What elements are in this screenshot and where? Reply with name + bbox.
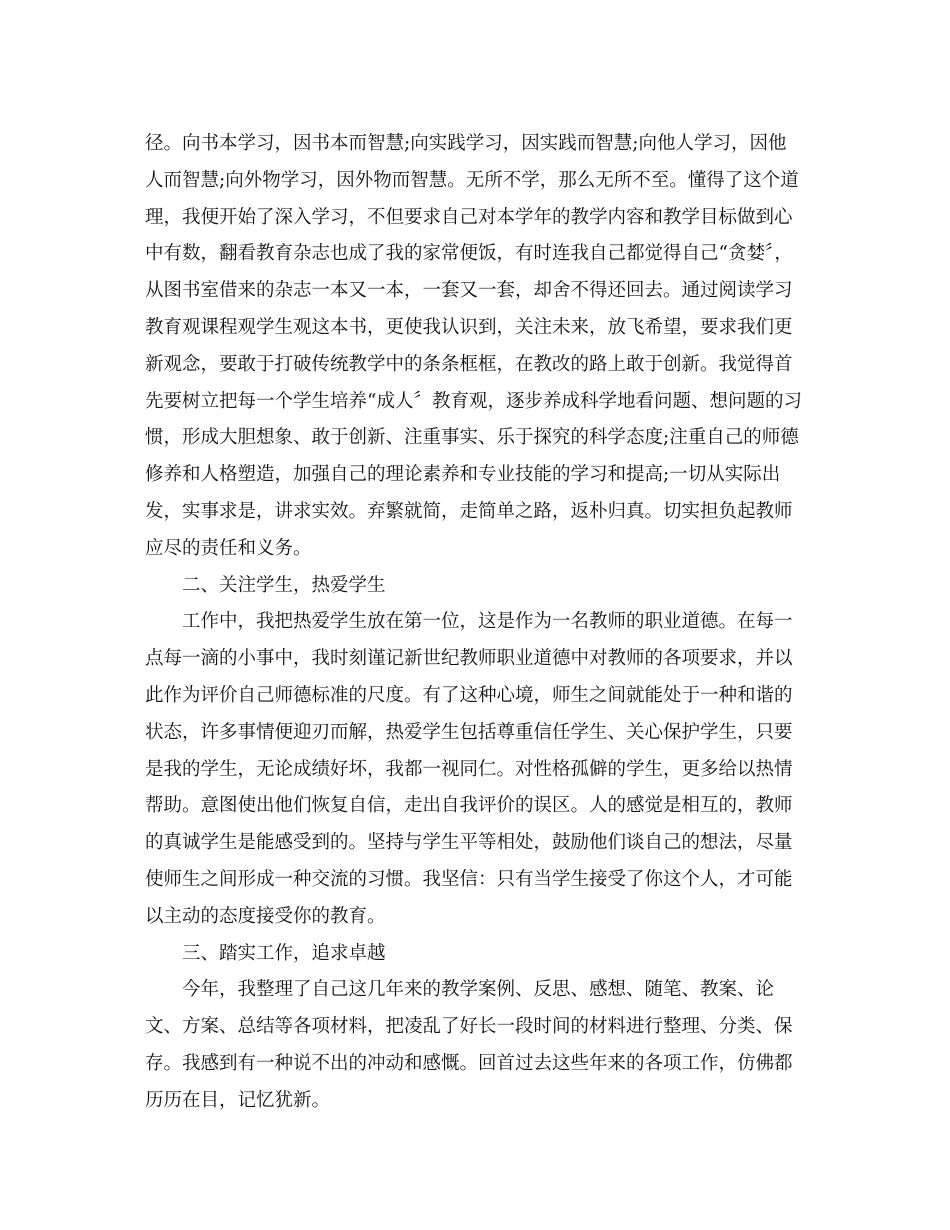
text-line: 发，实事求是，讲求实效。弃繁就简，走简单之路，返朴归真。切实担负起教师 [145,500,793,522]
text-line: 教育观课程观学生观这本书，更使我认识到，关注未来，放飞希望，要求我们更 [145,316,793,338]
text-line: 中有数，翻看教育杂志也成了我的家常便饭，有时连我自己都觉得自己“贪婪〞， [145,243,793,265]
text-line: 径。向书本学习，因书本而智慧;向实践学习，因实践而智慧;向他人学习，因他 [145,133,787,154]
text-line: 人而智慧;向外物学习，因外物而智慧。无所不学，那么无所不至。懂得了这个道 [145,169,799,191]
text-line: 使师生之间形成一种交流的习惯。我坚信：只有当学生接受了你这个人，才可能 [145,868,793,890]
text-line: 三、踏实工作，追求卓越 [182,942,386,964]
text-line: 历历在目，记忆犹新。 [145,1089,331,1111]
text-line: 状态，许多事情便迎刃而解，热爱学生包括尊重信任学生、关心保护学生，只要 [145,721,793,743]
text-line: 帮助。意图使出他们恢复自信，走出自我评价的误区。人的感觉是相互的，教师 [145,795,793,817]
text-line: 工作中，我把热爱学生放在第一位，这是作为一名教师的职业道德。在每一 [182,611,793,633]
text-line: 先要树立把每一个学生培养“成人〞教育观，逐步养成科学地看问题、想问题的习 [145,390,802,412]
text-line: 惯，形成大胆想象、敢于创新、注重事实、乐于探究的科学态度;注重自己的师德 [145,427,799,449]
text-line: 今年，我整理了自己这几年来的教学案例、反思、感想、随笔、教案、论 [182,979,775,1001]
text-line: 点每一滴的小事中，我时刻谨记新世纪教师职业道德中对教师的各项要求，并以 [145,648,793,670]
text-line: 此作为评价自己师德标准的尺度。有了这种心境，师生之间就能处于一种和谐的 [145,684,793,706]
text-line: 从图书室借来的杂志一本又一本，一套又一套，却舍不得还回去。通过阅读学习 [145,280,793,302]
text-line: 存。我感到有一种说不出的冲动和感慨。回首过去这些年来的各项工作，仿佛都 [145,1052,793,1074]
text-line: 文、方案、总结等各项材料，把凌乱了好长一段时间的材料进行整理、分类、保 [145,1016,793,1038]
text-line: 是我的学生，无论成绩好坏，我都一视同仁。对性格孤僻的学生，更多给以热情 [145,758,793,780]
text-line: 理，我便开始了深入学习，不但要求自己对本学年的教学内容和教学目标做到心 [145,206,793,228]
body-text [145,126,810,1120]
text-line: 二、关注学生，热爱学生 [182,574,386,596]
text-line: 的真诚学生是能感受到的。坚持与学生平等相处，鼓励他们谈自己的想法，尽量 [145,832,793,854]
text-line: 修养和人格塑造，加强自己的理论素养和专业技能的学习和提高;一切从实际出 [145,464,781,486]
text-line: 以主动的态度接受你的教育。 [145,905,386,927]
text-line: 应尽的责任和义务。 [145,537,312,559]
text-line: 新观念，要敢于打破传统教学中的条条框框，在教改的路上敢于创新。我觉得首 [145,353,793,375]
